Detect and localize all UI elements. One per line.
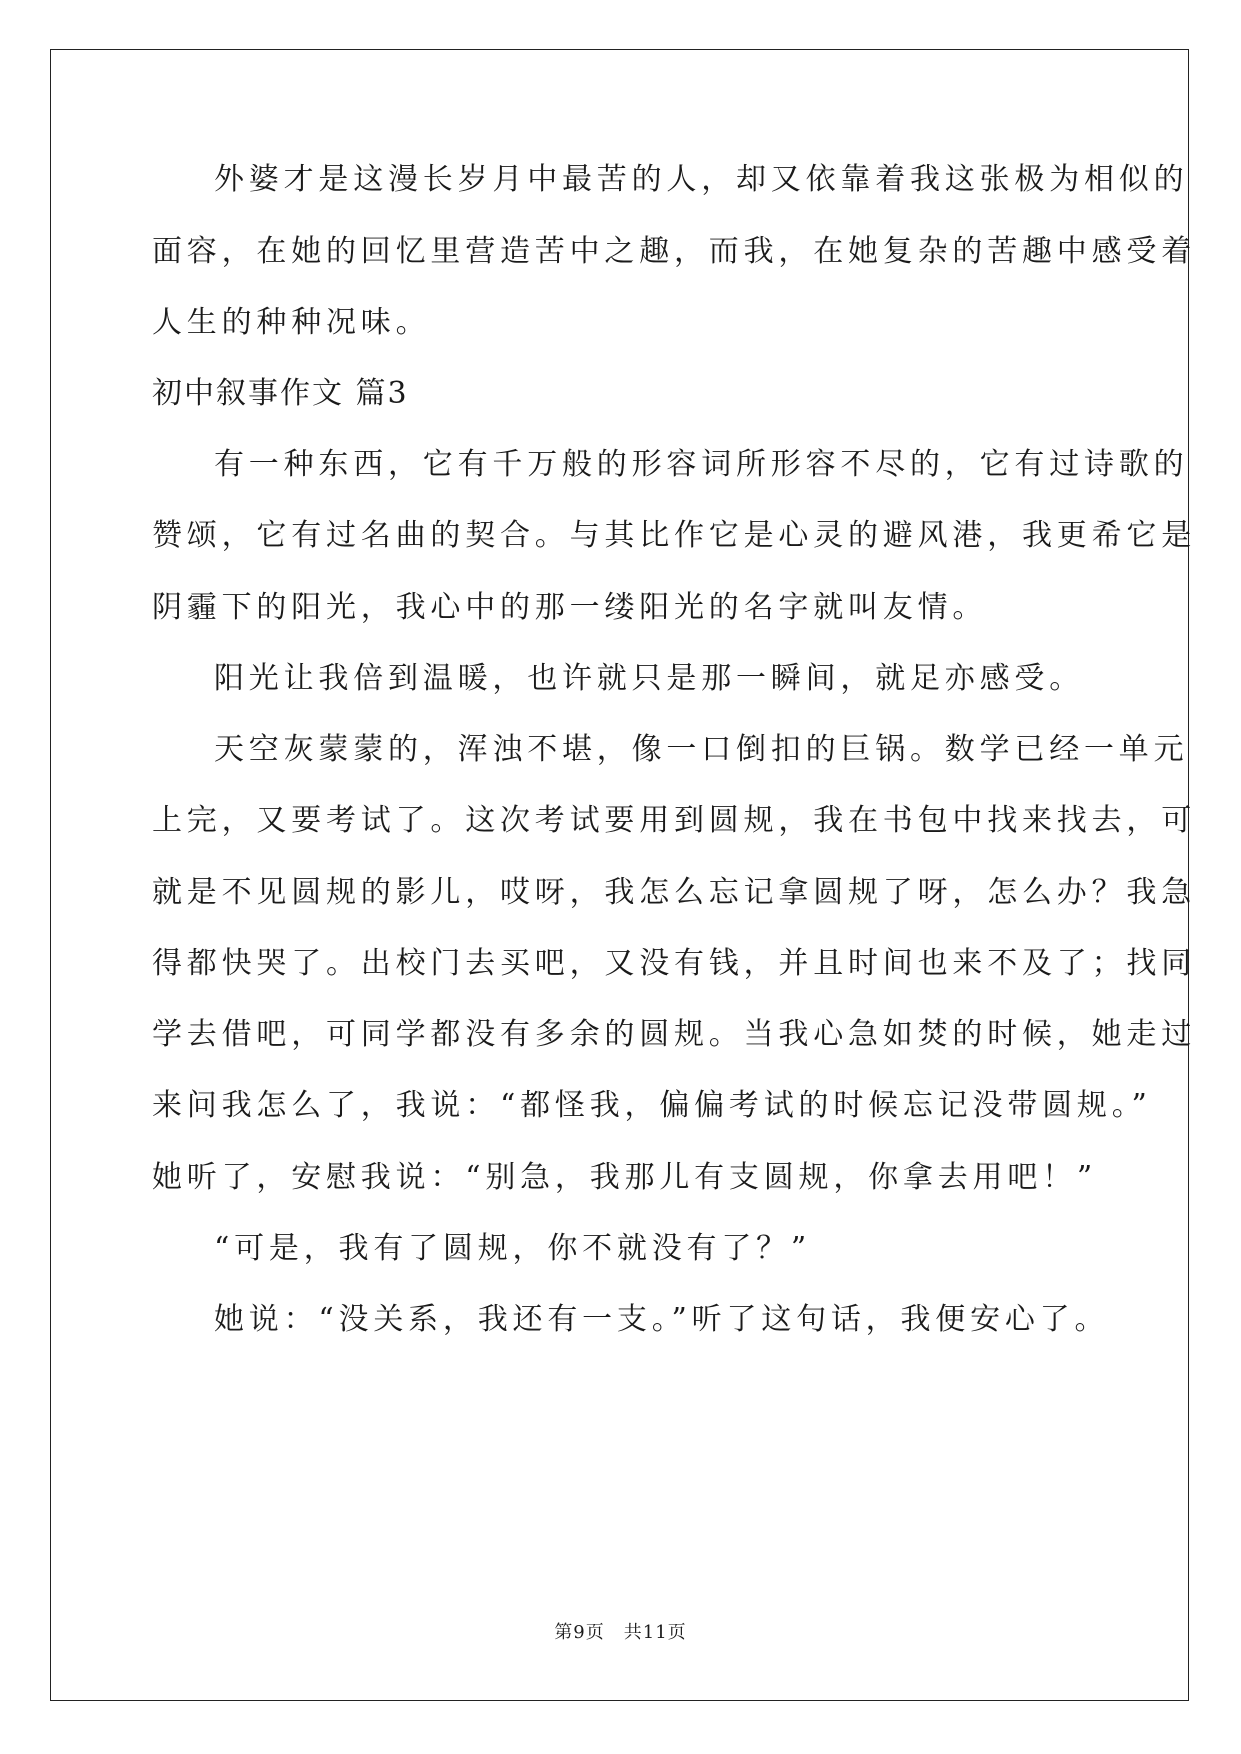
paragraph-line: 外婆才是这漫长岁月中最苦的人，却又依靠着我这张极为相似的 — [214, 162, 1189, 197]
paragraph-line: 有一种东西，它有千万般的形容词所形容不尽的，它有过诗歌的 — [214, 447, 1189, 482]
paragraph-line: 天空灰蒙蒙的，浑浊不堪，像一口倒扣的巨锅。数学已经一单元 — [214, 732, 1189, 767]
paragraph-line: 上完，又要考试了。这次考试要用到圆规，我在书包中找来找去，可 — [152, 803, 1196, 838]
paragraph-line: 人生的种种况味。 — [152, 305, 431, 340]
paragraph-line: 阳光让我倍到温暖，也许就只是那一瞬间，就足亦感受。 — [214, 661, 1084, 696]
paragraph-line: 来问我怎么了，我说：“都怪我，偏偏考试的时候忘记没带圆规。” — [152, 1088, 1152, 1123]
section-heading: 初中叙事作文 篇3 — [152, 376, 409, 411]
page-number: 第9页 共11页 — [554, 1622, 687, 1643]
paragraph-line: 她听了，安慰我说：“别急，我那儿有支圆规，你拿去用吧！” — [152, 1160, 1098, 1195]
paragraph-line: 阴霾下的阳光，我心中的那一缕阳光的名字就叫友情。 — [152, 590, 988, 625]
paragraph-line: 面容，在她的回忆里营造苦中之趣，而我，在她复杂的苦趣中感受着 — [152, 234, 1196, 269]
paragraph-line: 学去借吧，可同学都没有多余的圆规。当我心急如焚的时候，她走过 — [152, 1017, 1196, 1052]
paragraph-line: 得都快哭了。出校门去买吧，又没有钱，并且时间也来不及了；找同 — [152, 946, 1196, 981]
paragraph-line: 她说：“没关系，我还有一支。”听了这句话，我便安心了。 — [214, 1302, 1110, 1337]
paragraph-line: 就是不见圆规的影儿，哎呀，我怎么忘记拿圆规了呀，怎么办？我急 — [152, 875, 1196, 910]
paragraph-line: 赞颂，它有过名曲的契合。与其比作它是心灵的避风港，我更希它是 — [152, 518, 1196, 553]
paragraph-line: “可是，我有了圆规，你不就没有了？” — [214, 1231, 812, 1266]
